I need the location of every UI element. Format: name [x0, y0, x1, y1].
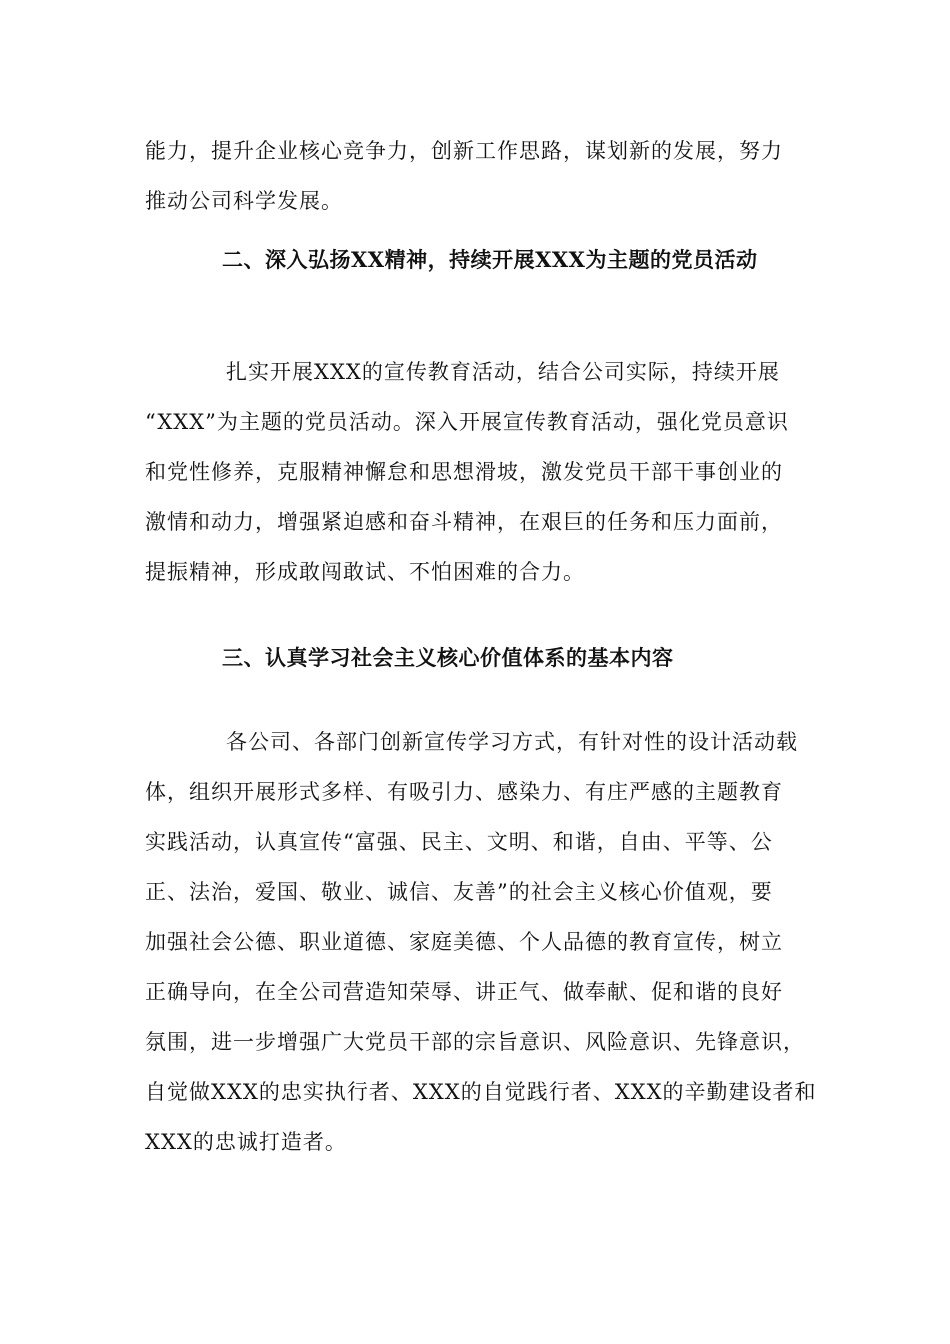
paragraph-line: 推动公司科学发展。	[145, 189, 343, 213]
paragraph-line: 扎实开展XXX的宣传教育活动，结合公司实际，持续开展	[226, 360, 780, 384]
paragraph-line: 提振精神，形成敢闯敢试、不怕困难的合力。	[145, 560, 585, 584]
paragraph-line: 正确导向，在全公司营造知荣辱、讲正气、做奉献、促和谐的良好	[145, 980, 783, 1004]
section-heading: 二、深入弘扬XX精神，持续开展XXX为主题的党员活动	[222, 247, 758, 272]
paragraph-line: 激情和动力，增强紧迫感和奋斗精神，在艰巨的任务和压力面前，	[145, 510, 783, 534]
paragraph-line: 自觉做XXX的忠实执行者、XXX的自觉践行者、XXX的辛勤建设者和	[145, 1080, 817, 1104]
paragraph-line: 氛围，进一步增强广大党员干部的宗旨意识、风险意识、先锋意识，	[145, 1030, 805, 1054]
paragraph-line: “XXX”为主题的党员活动。深入开展宣传教育活动，强化党员意识	[145, 410, 789, 434]
paragraph-line: 实践活动，认真宣传“富强、民主、文明、和谐，自由、平等、公	[145, 830, 773, 854]
paragraph-line: 正、法治，爱国、敬业、诚信、友善”的社会主义核心价值观，要	[145, 880, 773, 904]
paragraph-line: XXX的忠诚打造者。	[145, 1130, 347, 1154]
paragraph-line: 各公司、各部门创新宣传学习方式，有针对性的设计活动载	[226, 730, 798, 754]
section-heading: 三、认真学习社会主义核心价值体系的基本内容	[222, 645, 674, 670]
paragraph-line: 体，组织开展形式多样、有吸引力、感染力、有庄严感的主题教育	[145, 780, 783, 804]
paragraph-line: 能力，提升企业核心竞争力，创新工作思路，谋划新的发展，努力	[145, 139, 783, 163]
paragraph-line: 加强社会公德、职业道德、家庭美德、个人品德的教育宣传，树立	[145, 930, 783, 954]
paragraph-line: 和党性修养，克服精神懈怠和思想滑坡，激发党员干部干事创业的	[145, 460, 783, 484]
